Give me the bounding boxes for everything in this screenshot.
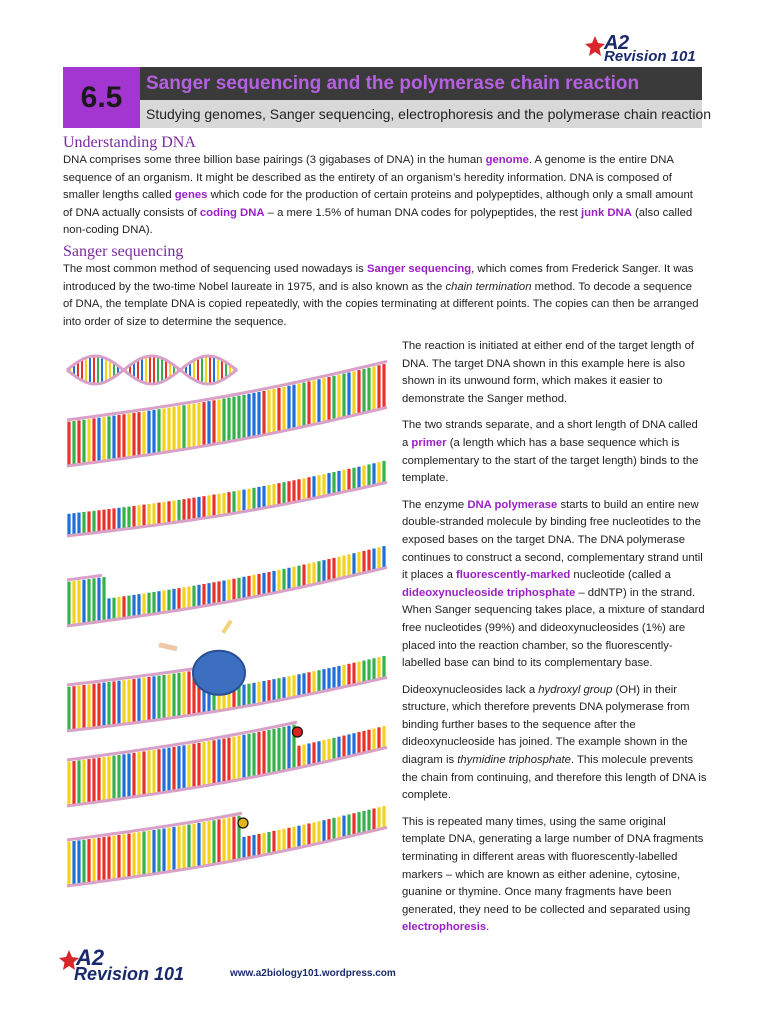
italic-term: chain termination bbox=[445, 280, 532, 293]
dna-polymerase-blob bbox=[193, 651, 245, 695]
text-run: The reaction is initiated at either end of the target length of DNA. The target DNA shown in this example here is also shown in its unwound form, which makes it easier to demonstrate the Sanger method. bbox=[402, 340, 695, 405]
helix-backbone bbox=[67, 356, 237, 384]
text-run: The most common method of sequencing used nowadays is bbox=[63, 263, 367, 275]
text-run: This is repeated many times, using the same original template DNA, generating a large number of DNA fragments terminating in different areas with fluorescently-labelled markers – which are known as either adenine, cytosine, guanine or thymine. Once many fragments have been generated, they need to be collected and separated using bbox=[402, 815, 704, 916]
complementary-strand-backbone bbox=[67, 667, 207, 685]
footer bbox=[58, 945, 418, 985]
key-term: primer bbox=[411, 436, 447, 449]
key-term: electrophoresis bbox=[402, 921, 487, 934]
key-term: DNA polymerase bbox=[467, 498, 558, 511]
text-run: The enzyme bbox=[402, 498, 468, 511]
side-paragraph-4 bbox=[402, 682, 707, 805]
free-nucleotide bbox=[223, 621, 231, 633]
text-run: – a mere 1.5% of human DNA codes for polypeptides, the rest bbox=[264, 206, 582, 219]
text-run: (also called non-coding DNA). bbox=[63, 206, 693, 237]
heading-sanger-sequencing: Sanger sequencing bbox=[63, 243, 184, 260]
sanger-diagram bbox=[62, 338, 392, 943]
page-subtitle: Studying genomes, Sanger sequencing, electrophoresis and the polymerase chain reaction bbox=[140, 100, 702, 128]
paragraph-sanger-intro bbox=[63, 261, 703, 331]
text-run: The two strands separate, and a short length of DNA called a bbox=[402, 419, 698, 449]
side-paragraph-5 bbox=[402, 814, 707, 937]
key-term: dideoxynucleoside triphosphate bbox=[402, 586, 576, 599]
text-run: method. To decode a sequence of DNA, the template DNA is copied repeatedly, with the copies terminating at different points. The copies can then be arranged into order of size to determine the sequence. bbox=[63, 280, 699, 328]
side-paragraph-2 bbox=[402, 417, 707, 487]
text-run: (OH) in their structure, which therefore prevents DNA polymerase from binding further bases to the sequence after the dideoxynucleoside has joined. The example shown in the diagram is bbox=[402, 683, 690, 767]
key-term: coding DNA bbox=[199, 206, 265, 219]
helix-backbone bbox=[67, 356, 237, 384]
section-header bbox=[63, 67, 712, 128]
side-paragraph-1 bbox=[402, 338, 707, 408]
key-term: junk DNA bbox=[581, 206, 632, 219]
text-run: Dideoxynucleosides lack a bbox=[402, 683, 539, 696]
side-text-column bbox=[402, 338, 707, 946]
text-run: – ddNTP) in the strand. When Sanger sequencing takes place, a mixture of standard free nucleotides (99%) and dideoxynucleosides (1%) are placed into the reaction chamber, so the fluorescently-labelled base can bind to its complementary base. bbox=[402, 586, 705, 670]
footer-url: www.a2biology101.wordpress.com bbox=[230, 968, 396, 979]
text-run: which code for the production of certain proteins and polypeptides, although only a small amount of DNA actually consists of bbox=[63, 189, 693, 219]
text-run: , which comes from Frederick Sanger. It was introduced by the two-time Nobel laureate in 1975, and is also known as the bbox=[63, 263, 694, 293]
key-term: genome bbox=[485, 154, 529, 166]
text-run: DNA comprises some three billion base pairings (3 gigabases of DNA) in the human bbox=[63, 154, 486, 166]
heading-understanding-dna: Understanding DNA bbox=[63, 134, 196, 151]
text-run: . bbox=[486, 921, 490, 934]
text-run: . This molecule prevents the chain from continuing, and therefore this length of DNA is complete. bbox=[402, 754, 707, 802]
text-run: . A genome is the entire DNA sequence of an organism. It might be described as the entirety of an organism’s heredity information. DNA is composed of smaller lengths called bbox=[63, 154, 674, 202]
footer-logo-a2: A2 bbox=[76, 945, 105, 970]
text-run: (a length which has a base sequence which is complementary to the start of the target length) binds to the template. bbox=[402, 436, 699, 485]
key-term: genes bbox=[174, 189, 208, 202]
star-icon bbox=[584, 35, 606, 57]
logo-a2-text: A2 bbox=[604, 32, 629, 54]
footer-logo-revision: Revision 101 bbox=[74, 964, 185, 984]
page-title: Sanger sequencing and the polymerase chain reaction bbox=[140, 67, 702, 100]
complementary-strand-backbone bbox=[67, 575, 102, 580]
section-number: 6.5 bbox=[63, 67, 140, 128]
paragraph-understanding-dna bbox=[63, 152, 703, 240]
brand-logo-top bbox=[584, 32, 714, 64]
text-run: nucleotide (called a bbox=[570, 569, 671, 582]
fluorescent-marker bbox=[238, 818, 248, 828]
side-paragraph-3 bbox=[402, 497, 707, 673]
free-nucleotide bbox=[159, 645, 177, 649]
fluorescent-marker bbox=[292, 727, 302, 737]
text-run: starts to build an entire new double-stranded molecule by binding free nucleotides to the exposed bases on the target DNA. The DNA polymerase continues to construct a second, complementary strand until it places a bbox=[402, 498, 703, 582]
italic-term: hydroxyl group bbox=[538, 683, 613, 696]
key-term: fluorescently-marked bbox=[456, 569, 571, 582]
logo-revision-text: Revision 101 bbox=[604, 48, 696, 65]
key-term: Sanger sequencing bbox=[366, 263, 472, 275]
italic-term: thymidine triphosphate bbox=[457, 754, 571, 767]
